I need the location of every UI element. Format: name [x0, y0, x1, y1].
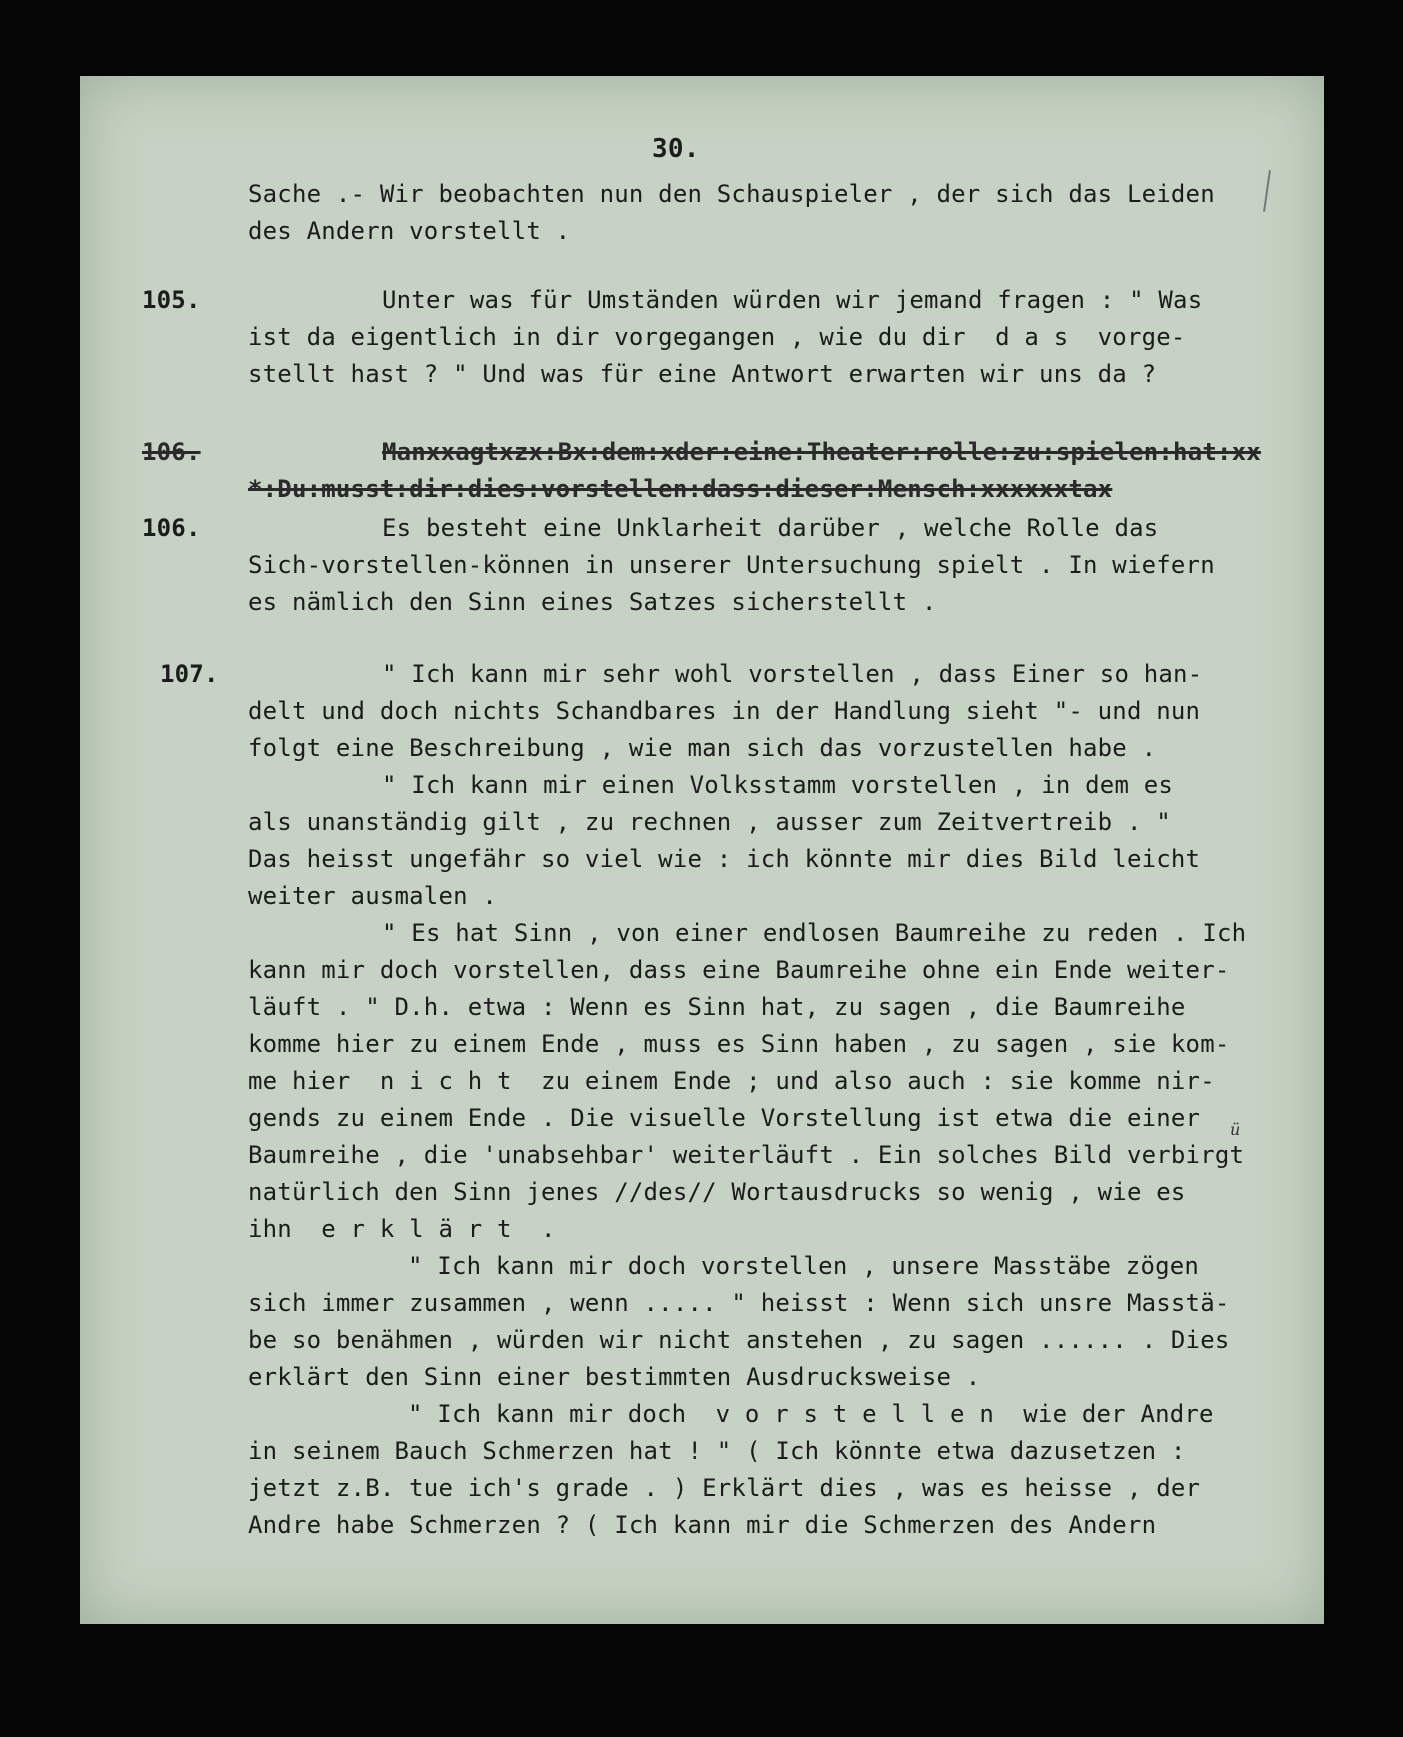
- text-line: Sache .- Wir beobachten nun den Schauspieler , der sich das Leiden: [248, 180, 1215, 208]
- text-line: " Ich kann mir einen Volksstamm vorstellen , in dem es: [382, 771, 1174, 799]
- text-line: folgt eine Beschreibung , wie man sich das vorzustellen habe .: [248, 734, 1157, 762]
- text-line: des Andern vorstellt .: [248, 217, 571, 245]
- text-line: sich immer zusammen , wenn ..... " heisst : Wenn sich unsre Masstä-: [248, 1289, 1230, 1317]
- text-line: Das heisst ungefähr so viel wie : ich könnte mir dies Bild leicht: [248, 845, 1201, 873]
- section-number-107: 107.: [160, 660, 219, 688]
- text-line: ihn e r k l ä r t .: [248, 1215, 556, 1243]
- text-line: gends zu einem Ende . Die visuelle Vorstellung ist etwa die einer: [248, 1104, 1201, 1132]
- text-line: in seinem Bauch Schmerzen hat ! " ( Ich könnte etwa dazusetzen :: [248, 1437, 1186, 1465]
- handwritten-correction: ü: [1230, 1120, 1241, 1139]
- text-line: Unter was für Umständen würden wir jemand fragen : " Was: [382, 286, 1203, 314]
- text-line: Andre habe Schmerzen ? ( Ich kann mir die Schmerzen des Andern: [248, 1511, 1157, 1539]
- text-line: es nämlich den Sinn eines Satzes sicherstellt .: [248, 588, 937, 616]
- text-line: stellt hast ? " Und was für eine Antwort erwarten wir uns da ?: [248, 360, 1157, 388]
- text-line: kann mir doch vorstellen, dass eine Baumreihe ohne ein Ende weiter-: [248, 956, 1230, 984]
- text-line: natürlich den Sinn jenes //des// Wortausdrucks so wenig , wie es: [248, 1178, 1186, 1206]
- text-line: be so benähmen , würden wir nicht anstehen , zu sagen ...... . Dies: [248, 1326, 1230, 1354]
- text-line: ist da eigentlich in dir vorgegangen , wie du dir d a s vorge-: [248, 323, 1186, 351]
- text-line: delt und doch nichts Schandbares in der Handlung sieht "- und nun: [248, 697, 1201, 725]
- text-line: " Ich kann mir doch v o r s t e l l e n wie der Andre: [408, 1400, 1214, 1428]
- text-line: Sich-vorstellen-können in unserer Untersuchung spielt . In wiefern: [248, 551, 1215, 579]
- text-line: komme hier zu einem Ende , muss es Sinn haben , zu sagen , sie kom-: [248, 1030, 1230, 1058]
- page-number: 30.: [652, 134, 700, 164]
- text-line: als unanständig gilt , zu rechnen , ausser zum Zeitvertreib . ": [248, 808, 1171, 836]
- section-number-106: 106.: [142, 514, 201, 542]
- text-line: weiter ausmalen .: [248, 882, 498, 910]
- struck-line: Manxxagtxzx:Bx:dem:xder:eine:Theater:rolle:zu:spielen:hat:xx: [382, 438, 1261, 466]
- document-page: [80, 76, 1324, 1624]
- text-line: " Ich kann mir sehr wohl vorstellen , dass Einer so han-: [382, 660, 1203, 688]
- section-number-struck: 106.: [142, 438, 201, 466]
- section-number-105: 105.: [142, 286, 201, 314]
- text-line: jetzt z.B. tue ich's grade . ) Erklärt dies , was es heisse , der: [248, 1474, 1201, 1502]
- struck-line: *:Du:musst:dir:dies:vorstellen:dass:dieser:Mensch:xxxxxxtax: [248, 475, 1113, 503]
- text-line: Es besteht eine Unklarheit darüber , welche Rolle das: [382, 514, 1159, 542]
- text-line: Baumreihe , die 'unabsehbar' weiterläuft . Ein solches Bild verbirgt: [248, 1141, 1245, 1169]
- text-line: läuft . " D.h. etwa : Wenn es Sinn hat, zu sagen , die Baumreihe: [248, 993, 1186, 1021]
- text-line: " Ich kann mir doch vorstellen , unsere Masstäbe zögen: [408, 1252, 1200, 1280]
- text-line: erklärt den Sinn einer bestimmten Ausdrucksweise .: [248, 1363, 981, 1391]
- text-line: me hier n i c h t zu einem Ende ; und also auch : sie komme nir-: [248, 1067, 1215, 1095]
- margin-mark: [1263, 170, 1271, 212]
- text-line: " Es hat Sinn , von einer endlosen Baumreihe zu reden . Ich: [382, 919, 1247, 947]
